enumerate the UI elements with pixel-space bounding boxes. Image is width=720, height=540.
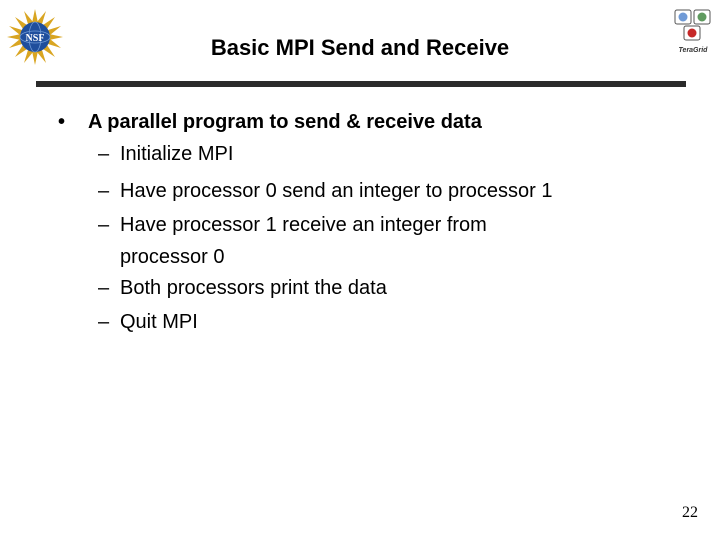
dash-marker: – [98, 143, 110, 165]
list-item-text: Initialize MPI [120, 143, 234, 165]
list-item [98, 175, 678, 207]
list-item [98, 306, 678, 338]
main-bullet-text: A parallel program to send & receive data [88, 111, 482, 133]
title-divider [36, 81, 686, 87]
list-item-text: Quit MPI [120, 311, 198, 333]
dash-marker: – [98, 214, 110, 236]
nsf-logo-text: NSF [25, 33, 45, 44]
list-item [98, 272, 678, 304]
list-item-text: Have processor 1 receive an integer from processor 0 [120, 214, 487, 268]
teragrid-logo-icon [672, 8, 714, 56]
bullet-marker: • [58, 111, 66, 133]
list-item-text: Both processors print the data [120, 277, 387, 299]
list-item [98, 209, 558, 273]
dash-marker: – [98, 311, 110, 333]
page-title: Basic MPI Send and Receive [210, 35, 510, 60]
list-item [98, 138, 678, 170]
dash-marker: – [98, 180, 110, 202]
dash-marker: – [98, 277, 110, 299]
teragrid-logo-text: TeraGrid [678, 47, 708, 54]
nsf-logo-icon [6, 8, 64, 66]
page-number: 22 [682, 504, 698, 521]
main-bullet [58, 106, 482, 138]
list-item-text: Have processor 0 send an integer to processor 1 [120, 180, 553, 202]
